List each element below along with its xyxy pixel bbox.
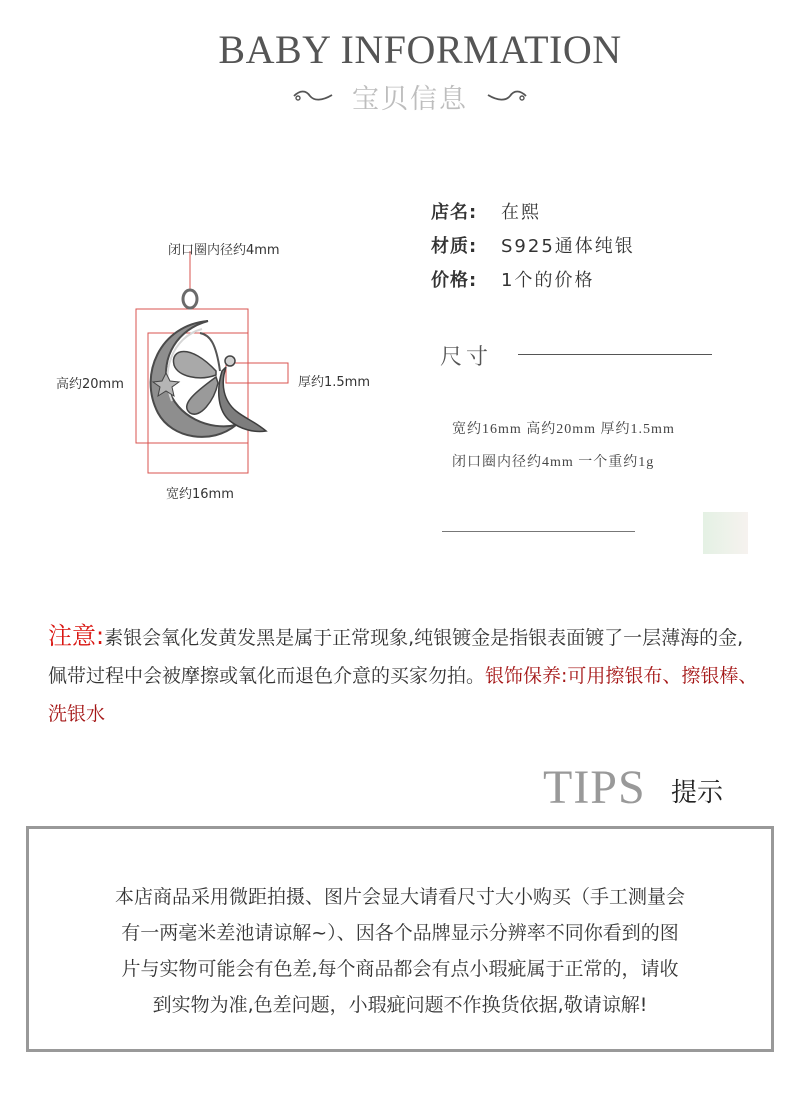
- thickness-label: 厚约1.5mm: [298, 375, 371, 390]
- info-label: 价格:: [431, 270, 478, 291]
- page-title: BABY INFORMATION: [218, 27, 622, 72]
- subtitle-row: [280, 78, 540, 114]
- decorative-swatch: [703, 512, 748, 554]
- info-value: 在熙: [501, 202, 541, 223]
- size-ring-weight: 闭口圈内径约4mm 一个重约1g: [452, 455, 655, 470]
- size-heading: 尺寸: [440, 345, 493, 370]
- tips-line: 到实物为准,色差问题，小瑕疵问题不作换货依据,敬请谅解!: [152, 994, 648, 1016]
- info-row-price: [431, 268, 635, 302]
- product-diagram: [40, 225, 400, 515]
- info-value: S925通体纯银: [501, 236, 635, 257]
- fairy-moon-pendant-icon: [40, 225, 400, 515]
- page-subtitle: 宝贝信息: [352, 83, 468, 115]
- height-label: 高约20mm: [56, 377, 124, 392]
- tips-line: 有一两毫米差池请谅解~）、因各个品牌显示分辨率不同你看到的图: [121, 922, 679, 944]
- tips-line: 本店商品采用微距拍摄、图片会显大请看尺寸大小购买（手工测量会: [114, 886, 685, 908]
- tips-body: [29, 879, 771, 1023]
- product-info: [431, 200, 635, 302]
- notice-paragraph: [48, 617, 760, 733]
- care-instructions: 银饰保养:可用擦银布、擦银棒、洗银水: [48, 665, 758, 725]
- info-label: 店名:: [431, 202, 478, 223]
- divider: [442, 531, 635, 532]
- size-dimensions: 宽约16mm 高约20mm 厚约1.5mm: [452, 422, 675, 437]
- info-row-material: [431, 234, 635, 268]
- ring-diameter-label: 闭口圈内径约4mm: [168, 243, 280, 258]
- tips-subtitle: 提示: [671, 778, 724, 808]
- info-value: 1个的价格: [501, 270, 595, 291]
- tips-line: 片与实物可能会有色差,每个商品都会有点小瑕疵属于正常的，请收: [121, 958, 679, 980]
- swirl-left-icon: [292, 89, 334, 103]
- notice-text: 素银会氧化发黄发黑是属于正常现象,纯银镀金是指银表面镀了一层薄海的金,佩带过程中会被摩擦或氧化而退色介意的买家勿拍。: [48, 627, 744, 687]
- info-label: 材质:: [431, 236, 478, 257]
- divider: [518, 354, 712, 355]
- notice-label: 注意:: [48, 622, 105, 650]
- tips-box: [26, 826, 774, 1052]
- swirl-right-icon: [486, 89, 528, 103]
- width-label: 宽约16mm: [166, 487, 234, 502]
- info-row-shop: [431, 200, 635, 234]
- tips-title: TIPS: [543, 761, 646, 814]
